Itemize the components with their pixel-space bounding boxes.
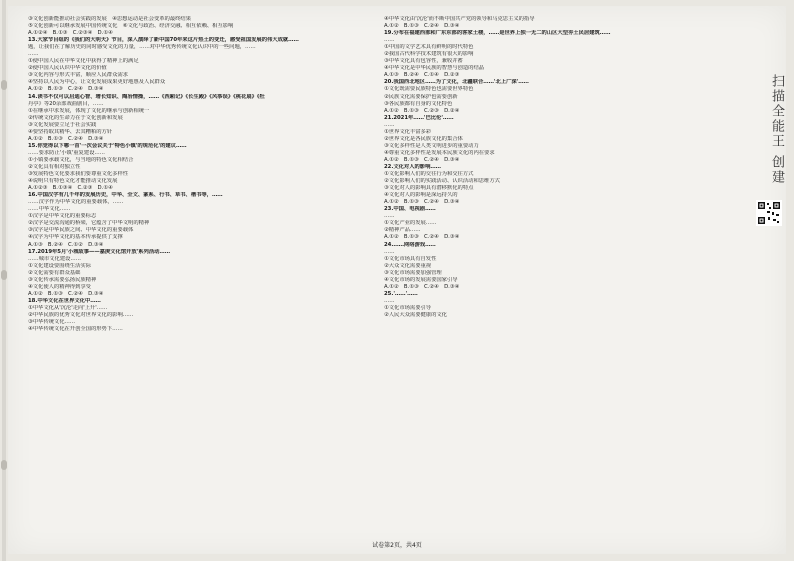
left-line: ①文化建设要围绕生活实际 (28, 262, 91, 269)
qr-code-icon (756, 200, 782, 226)
left-line: ②传统文化的生命力在于文化创新和发展 (28, 114, 123, 121)
binding-hole (1, 460, 7, 470)
left-line: ③文化创新能推动社会实践的发展 ④思想运动是社会变革的最终结果 (28, 16, 191, 22)
left-line: ④文化使人的精神得到享受 (28, 283, 91, 290)
left-column (28, 16, 372, 333)
left-line: ……中华文化…… (28, 206, 71, 213)
left-line: 13.大家节目组的《我们的大明天》节目，深入演绎了新中国70年来这片热土的变迁，感受祖国发展的伟大成就…… (28, 37, 299, 44)
right-line: ②我国古代科学技术建筑有很大的影响 (384, 51, 474, 58)
right-line: A.①③ B.②④ C.①④ D.②③ (384, 72, 460, 79)
left-line: ③汉字是中华民族之间、中华文化的重要载体 (28, 227, 134, 234)
left-line: ④说明只有特色文化才能推动文化发展 (28, 178, 118, 185)
right-line: ②精神产品…… (384, 227, 421, 234)
right-line: A.①② B.①③ C.②④ D.③④ (384, 199, 460, 206)
right-line: A.①② B.①③ C.②③ D.②④ (384, 107, 460, 114)
left-line: 丹亭》等20余部戏曲剧目，…… (28, 100, 104, 107)
left-line: 17.2019年5月'小城故事——嘉庚文化馆开放'系列活动…… (28, 248, 170, 255)
left-line: A.①②③ B.①③④ C.②③ D.①④ (28, 185, 113, 192)
right-column (384, 16, 730, 319)
left-line: ③文化发展要立足于社会实践 (28, 121, 97, 128)
right-line: A.①② B.①③ C.②④ D.③④ (384, 283, 460, 290)
left-line: ②使中国人民认识中华文化的价值 (28, 65, 107, 72)
right-line: ①中国的文学艺术具有鲜明的时代特色 (384, 44, 474, 51)
right-line: ①文化市场需要引导 (384, 304, 432, 311)
left-line: 16.中国汉字有几千年的发展历史，中华、全文、篆系、行书、草书、楷书等，…… (28, 192, 223, 199)
right-line: ①文化既需要民族特色也需要世界特色 (384, 86, 474, 93)
right-line: ②大众文化需要重视 (384, 262, 432, 269)
left-line: ……汉字作为中华文化的重要载体，…… (28, 199, 124, 206)
right-line: ④文化对人的影响是深远持久的 (384, 192, 458, 199)
right-line: 21.2021年……'巴比伦'…… (384, 114, 454, 121)
left-line: ……城市文化建设…… (28, 255, 81, 262)
binding-hole (1, 80, 7, 90)
right-line: …… (384, 121, 395, 128)
right-line: ①文化影响人们的交往行为和交往方式 (384, 171, 474, 178)
left-line: 14.读书不仅可以启迪心智、增长知识、陶冶情操，……《西厢记》《长生殿》《风筝误》《桃花扇》《牡 (28, 93, 265, 100)
left-line: 15.你觉得以下哪一首'一次会议关于'特色小镇'的规范化'的建议…… (28, 142, 187, 149)
right-line: ④尊重文化多样性是发展本民族文化的内在要求 (384, 149, 495, 156)
left-line: ①使中国人民在中华文化中获得了精神上的满足 (28, 58, 139, 65)
left-line: ③发展特色文化要求我们要尊重文化多样性 (28, 171, 129, 178)
left-line: A.①② B.①③ C.②④ D.③④ (28, 86, 104, 93)
left-line: 18.中华文化在世界文化中…… (28, 297, 101, 304)
right-line: ③中华文化具有包容性，兼收并蓄 (384, 58, 463, 65)
right-line: ②世界文化是各民族文化的集合体 (384, 135, 463, 142)
right-line: 23.中国、电视剧…… (384, 206, 436, 213)
left-line: …… (28, 51, 39, 58)
left-line: ③中华传统文化…… (28, 319, 76, 326)
right-line: A.①② B.①③ C.②④ D.③④ (384, 23, 460, 30)
left-line: ④要坚持取其精华、去其糟粕的方针 (28, 128, 113, 135)
right-line: ④中华文化由'沉沦'而不断中国共产党的领导和马克思主义的指导 (384, 16, 535, 22)
left-line: A.①② B.①③ C.②④ D.③④ (28, 135, 104, 142)
left-line: ①小镇要承载文化，与当地的特色文化相结合 (28, 156, 134, 163)
left-line: ⑤文化创新可以继承发展中国传统文化 ⑥文化与政治、经济交融、相互依赖、相互影响 (28, 23, 234, 30)
right-line: ④文化市场的发展需要国家引导 (384, 276, 458, 283)
right-line: ①文化产业的发展…… (384, 220, 437, 227)
left-line: ②汉字是交流沟通的桥梁，它蕴含了中华文明的精神 (28, 220, 150, 227)
right-line: ③文化多样性是人类文明进步的重要动力 (384, 142, 479, 149)
left-line: ④中华传统文化在开创全国的形势下…… (28, 326, 123, 333)
left-line: ④坚持以人民为中心，让文化发展成果更好地惠及人民群众 (28, 79, 166, 86)
exam-page (8, 6, 786, 554)
left-line: ……要求防止'小镇'重复建设…… (28, 149, 105, 156)
left-line: ③文化传承需要弘扬民族精神 (28, 276, 97, 283)
left-line: ①中华文化从'沉沦'走向'上升'…… (28, 304, 108, 311)
left-line: ①在继承中求发展，体现了文化的继承与创新相统一 (28, 107, 150, 114)
left-line: ②中华民族的优秀文化对世界文化的影响…… (28, 311, 134, 318)
right-line: …… (384, 213, 395, 220)
right-line: ①世界文化丰富多彩 (384, 128, 432, 135)
right-line: …… (384, 37, 395, 44)
right-line: A.①② B.①③ C.②④ D.③④ (384, 234, 460, 241)
right-line: 20.我国西北地区……为了文化，北疆联合……'北上广深'…… (384, 79, 529, 86)
right-line: …… (384, 248, 395, 255)
scanner-watermark: 扫描全能王 创建 (769, 74, 784, 186)
left-line: ②文化需要有群众基础 (28, 269, 81, 276)
right-line: 22.文化对人的影响…… (384, 163, 441, 170)
page-footer: 试卷第2页，共4页 (372, 542, 422, 549)
left-line: A.①②④ B.①③ C.②③④ D.①④ (28, 30, 113, 37)
right-line: ③文化市场需要加强管理 (384, 269, 442, 276)
left-line: ③文化内容与形式丰富，顺应人民群众需求 (28, 72, 129, 79)
right-line: ③文化对人的影响具有潜移默化的特点 (384, 185, 474, 192)
right-line: ①文化市场具有自发性 (384, 255, 437, 262)
right-line: …… (384, 297, 395, 304)
binding-hole (1, 270, 7, 280)
right-line: 19.分布在福建西部和广东东部的客家土楼，……是世界上独一无二的山区大型夯土民居建筑…… (384, 30, 611, 37)
left-line: ④汉字为中华文化的基本传承提供了支撑 (28, 234, 123, 241)
right-line: 25.'……'…… (384, 290, 418, 297)
right-line: ④中华文化是中华民族的智慧与创造的结晶 (384, 65, 485, 72)
right-line: 24.……网络游戏…… (384, 241, 436, 248)
right-line: ③各民族都有自身的文化特色 (384, 100, 453, 107)
left-line: ①汉字是中华文化的重要标志 (28, 213, 97, 220)
right-line: ②人民大众需要健康的文化 (384, 311, 447, 318)
right-line: ②民族文化需要保护也需要创新 (384, 93, 458, 100)
right-line: ②文化影响人们的实践活动、认识活动和思维方式 (384, 178, 500, 185)
left-line: A.①② B.①③ C.②④ D.③④ (28, 290, 104, 297)
right-line: A.①② B.①③ C.②④ D.③④ (384, 156, 460, 163)
left-line: A.①③ B.②④ C.①② D.③④ (28, 241, 104, 248)
left-line: 题，让我们在了解历史的同时感受文化的力量，……对中华优秀传统文化认识中的一些问题，…… (28, 44, 256, 51)
left-line: ②文化具有相对独立性 (28, 163, 81, 170)
